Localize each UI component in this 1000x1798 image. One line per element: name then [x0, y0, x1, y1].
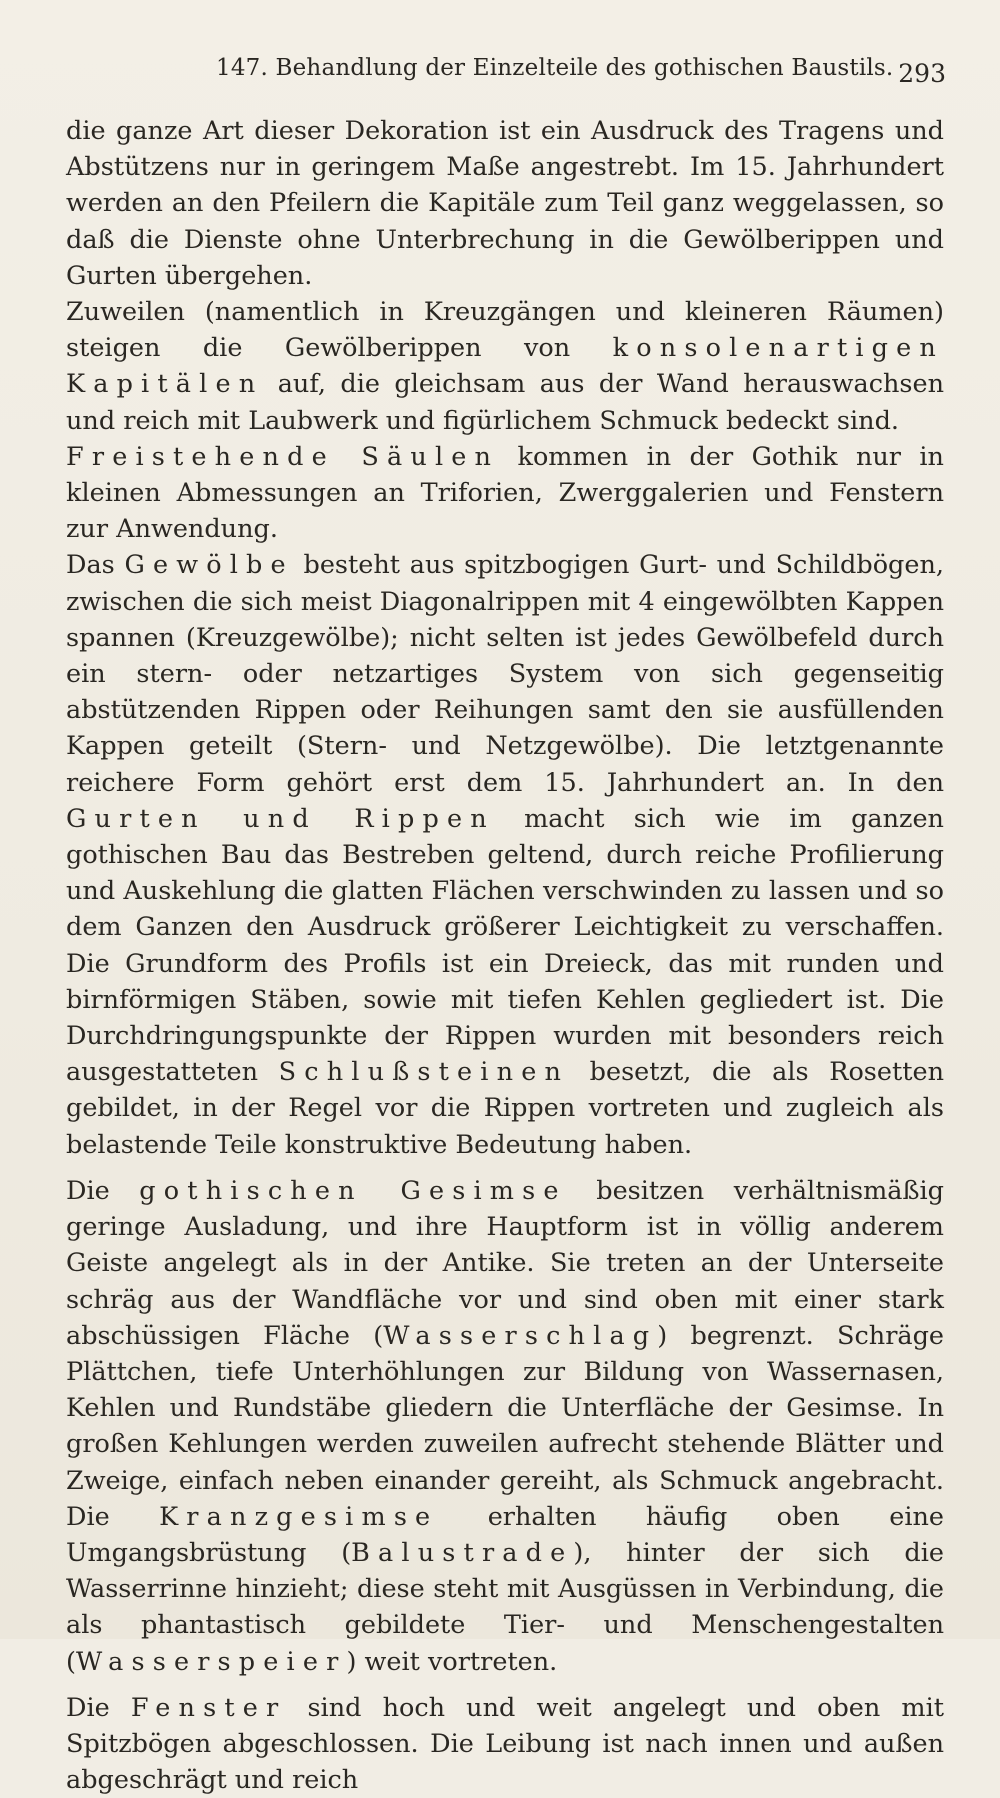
p4-text-d: besetzt, die als Rosetten gebildet, in der Regel vor die Rippen vortreten und zugleich als belastende Teile konstruktive Bedeutung haben. [66, 1057, 944, 1160]
paragraph-4 [66, 547, 944, 1162]
spaced-term: konsolenartigen Kapitälen [66, 333, 944, 400]
spaced-term: Gurten und Rippen [66, 803, 495, 834]
paragraph-3 [66, 439, 944, 548]
spaced-term: Schlußsteinen [278, 1057, 570, 1088]
p5-text-f: ) weit vortreten. [346, 1646, 558, 1677]
p6-text-b: sind hoch und weit angelegt und oben mit Spitzbögen abgeschlossen. Die Leibung ist nach innen und außen abgeschrägt und reich [66, 1692, 945, 1796]
paragraph-6 [66, 1690, 944, 1798]
running-head [66, 55, 946, 95]
body-text [66, 113, 944, 1798]
p4-text-c: macht sich wie im ganzen gothischen Bau das Bestreben geltend, durch reiche Profilierung und Auskehlung die glatten Flächen verschwinden zu lassen und so dem Ganzen den Ausdruck größerer Leichtigkeit zu verschaffen. Die Grundform des Profils ist ein Dreieck, das mit runden und birnförmigen Stäben, sowie mit tiefen Kehlen gegliedert ist. Die Durchdringungspunkte der Rippen wurden mit besonders reich ausgestatteten [66, 803, 944, 1088]
paragraph-5 [66, 1173, 944, 1680]
p6-text-a: Die [66, 1692, 131, 1723]
running-title: 147. Behandlung der Einzelteile des gothischen Baustils. [216, 55, 894, 81]
spaced-term: Fenster [130, 1692, 287, 1723]
spaced-term: Wasserspeier [75, 1646, 347, 1677]
spaced-term: Balustrade [351, 1537, 574, 1568]
spaced-term: Kranzgesimse [159, 1501, 439, 1532]
spaced-term: Gewölbe [124, 550, 294, 581]
p5-text-e: ), hinter der sich die Wasserrinne hinzieht; diese steht mit Ausgüssen in Verbindung, die als phantastisch gebildete Tier- und Menschengestalten ( [66, 1537, 944, 1677]
p5-text-b: besitzen verhältnismäßig geringe Ausladung, und ihre Hauptform ist in völlig anderem Geiste angelegt als in der Antike. Sie treten an der Unterseite schräg aus der Wandfläche vor und sind oben mit einer stark abschüssigen Fläche ( [66, 1175, 944, 1351]
spaced-term: Freistehende Säulen [66, 441, 500, 472]
spaced-term: Wasserschlag [383, 1320, 658, 1351]
p5-text-a: Die [66, 1175, 140, 1206]
paragraph-1: die ganze Art dieser Dekoration ist ein Ausdruck des Tragens und Abstützens nur in geringem Maße angestrebt. Im 15. Jahrhundert werden an den Pfeilern die Kapitäle zum Teil ganz weggelassen, so daß die Dienste ohne Unterbrechung in die Gewölberippen und Gurten übergehen. [66, 116, 944, 291]
paragraph-2 [66, 294, 944, 439]
p4-text-b: besteht aus spitzbogigen Gurt- und Schildbögen, zwischen die sich meist Diagonalrippen mit 4 eingewölbten Kappen spannen (Kreuzgewölbe); nicht selten ist jedes Gewölbefeld durch ein stern- oder netzartiges System von sich gegenseitig abstützenden Rippen oder Reihungen samt den sie ausfüllenden Kappen geteilt (Stern- und Netzgewölbe). Die letztgenannte reichere Form gehört erst dem 15. Jahrhundert an. In den [66, 550, 944, 798]
p5-text-d: erhalten häufig oben eine Umgangsbrüstung ( [66, 1501, 945, 1568]
p4-text-a: Das [66, 550, 125, 581]
p2-text-b: auf, die gleichsam aus der Wand herauswachsen und reich mit Laubwerk und figürlichem Schmuck bedeckt sind. [66, 369, 944, 436]
p2-text-a: Zuweilen (namentlich in Kreuzgängen und kleineren Räumen) steigen die Gewölberippen von [66, 297, 944, 364]
p5-text-c: ) begrenzt. Schräge Plättchen, tiefe Unterhöhlungen zur Bildung von Wassernasen, Kehlen und Rundstäbe gliedern die Unterfläche der Gesimse. In großen Kehlungen werden zuweilen aufrecht stehende Blätter und Zweige, einfach neben einander gereiht, als Schmuck angebracht. Die [66, 1320, 944, 1532]
p3-text-b: kommen in der Gothik nur in kleinen Abmessungen an Triforien, Zwerggalerien und Fenstern zur Anwendung. [66, 441, 944, 545]
spaced-term: gothischen Gesimse [139, 1175, 567, 1206]
page-number: 293 [898, 59, 946, 88]
